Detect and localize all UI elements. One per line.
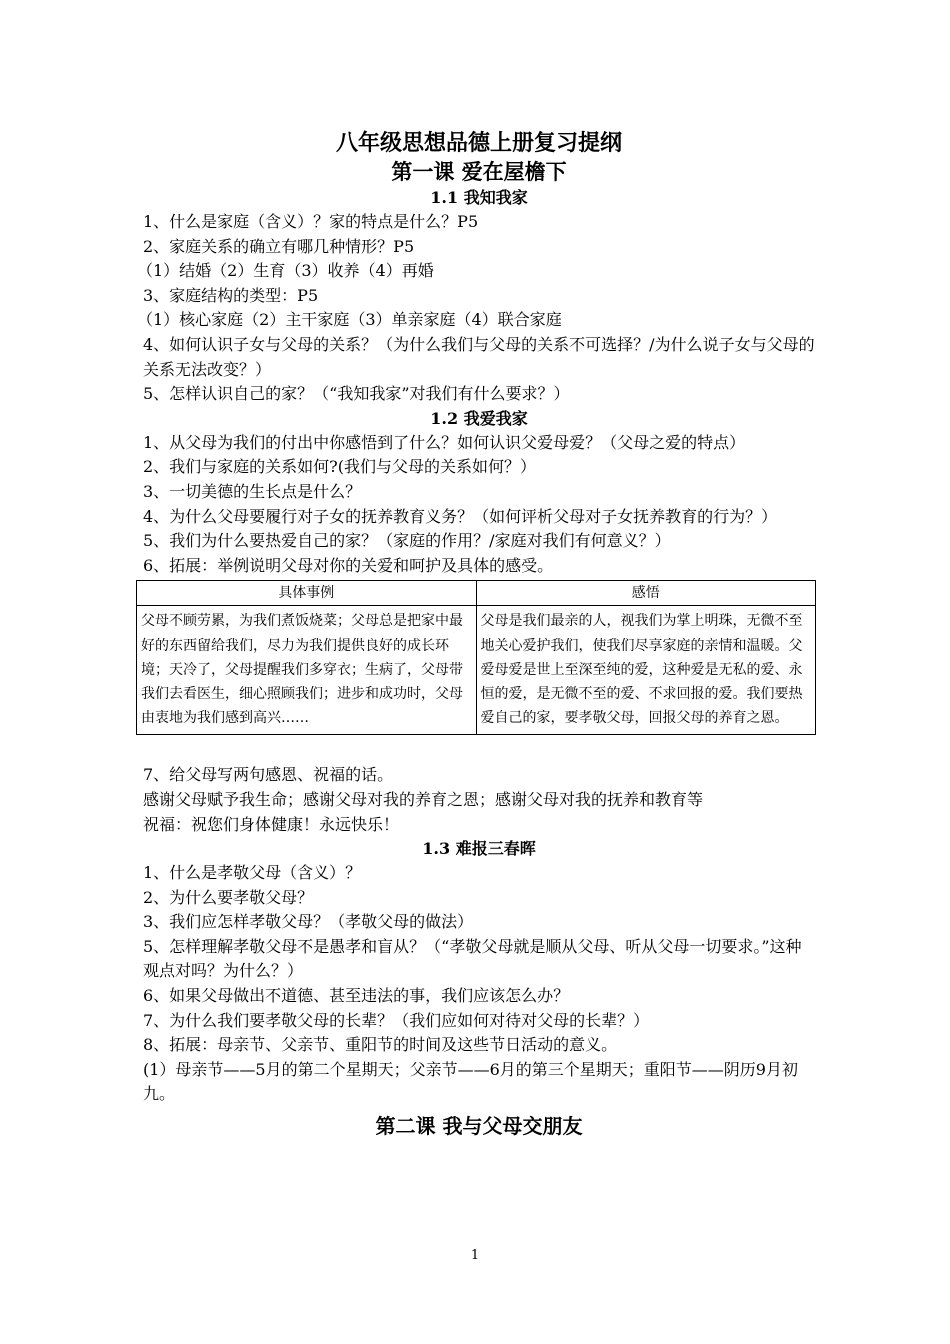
table-header-row: [137, 581, 816, 606]
s12-line-5: 5、我们为什么要热爱自己的家？（家庭的作用？/家庭对我们有何意义？）: [143, 531, 671, 551]
s12-line-2: 2、我们与家庭的关系如何?(我们与父母的关系如何？）: [143, 457, 537, 477]
s11-line-4: 3、家庭结构的类型：P5: [143, 285, 319, 305]
table-cell-examples: 父母不顾劳累，为我们煮饭烧菜；父母总是把家中最好的东西留给我们，尽力为我们提供良好的成长环境；天冷了，父母提醒我们多穿衣；生病了，父母带我们去看医生，细心照顾我们；进步和成功时，父母由衷地为我们感到高兴……: [137, 606, 477, 735]
s11-line-5: （1）核心家庭（2）主干家庭（3）单亲家庭（4）联合家庭: [137, 310, 562, 330]
lesson2-title: 第二课 我与父母交朋友: [375, 1114, 583, 1139]
s11-line-2: 2、家庭关系的确立有哪几种情形？P5: [143, 236, 415, 256]
lesson1-title: 第一课 爱在屋檐下: [391, 159, 567, 184]
s11-line-7: 5、怎样认识自己的家？（“我知我家”对我们有什么要求？）: [143, 384, 570, 404]
s12-after-1: 7、给父母写两句感恩、祝福的话。: [143, 765, 394, 785]
table-header-examples: 具体事例: [137, 581, 477, 606]
spacer: [143, 735, 815, 763]
s12-line-3: 3、一切美德的生长点是什么？: [143, 481, 362, 501]
document-body: [137, 128, 815, 1143]
s12-after-3: 祝福：祝您们身体健康！永远快乐！: [143, 814, 400, 834]
s13-line-7: 8、拓展：母亲节、父亲节、重阳节的时间及这些节日活动的意义。: [143, 1035, 618, 1055]
section-1-1-heading: 1.1 我知我家: [430, 188, 528, 207]
s13-line-8: (1）母亲节——5月的第二个星期天；父亲节——6月的第三个星期天；重阳节——阴历9月初九。: [143, 1059, 798, 1104]
page-number: 1: [470, 1248, 480, 1263]
s13-line-2: 2、为什么要孝敬父母？: [143, 887, 314, 907]
s13-line-4: 5、怎样理解孝敬父母不是愚孝和盲从？（“孝敬父母就是顺从父母、听从父母一切要求。”这种观点对吗？为什么？）: [143, 936, 802, 981]
table-row: [137, 606, 816, 735]
table-cell-insight: 父母是我们最亲的人，视我们为掌上明珠，无微不至地关心爱护我们，使我们尽享家庭的亲情和温暖。父爱母爱是世上至深至纯的爱，这种爱是无私的爱、永恒的爱，是无微不至的爱、不求回报的爱。我们要热爱自己的家，要孝敬父母，回报父母的养育之恩。: [476, 606, 816, 735]
s13-line-6: 7、为什么我们要孝敬父母的长辈？（我们应如何对待对父母的长辈？）: [143, 1010, 650, 1030]
s11-line-6: 4、如何认识子女与父母的关系？（为什么我们与父母的关系不可选择？/为什么说子女与父母的关系无法改变？）: [143, 334, 815, 379]
s13-line-5: 6、如果父母做出不道德、甚至违法的事，我们应该怎么办？: [143, 986, 570, 1006]
s12-line-1: 1、从父母为我们的付出中你感悟到了什么？如何认识父爱母爱？（父母之爱的特点）: [143, 432, 746, 452]
s11-line-1: 1、什么是家庭（含义）？家的特点是什么？P5: [143, 212, 479, 231]
example-table: [136, 580, 816, 735]
s12-line-6: 6、拓展：举例说明父母对你的关爱和呵护及具体的感受。: [143, 555, 554, 575]
table-header-insight: 感悟: [476, 581, 816, 606]
section-1-2-heading: 1.2 我爱我家: [430, 408, 528, 428]
s11-line-3: （1）结婚（2）生育（3）收养（4）再婚: [137, 261, 434, 281]
s12-after-2: 感谢父母赋予我生命；感谢父母对我的养育之恩；感谢父母对我的抚养和教育等: [143, 789, 704, 809]
document-title: 八年级思想品德上册复习提纲: [335, 130, 622, 156]
s13-line-1: 1、什么是孝敬父母（含义）？: [143, 863, 362, 883]
section-1-3-heading: 1.3 难报三春晖: [422, 839, 536, 859]
s13-line-3: 3、我们应怎样孝敬父母？（孝敬父母的做法）: [143, 912, 474, 932]
s12-line-4: 4、为什么父母要履行对子女的抚养教育义务？（如何评析父母对子女抚养教育的行为？）: [143, 506, 778, 526]
